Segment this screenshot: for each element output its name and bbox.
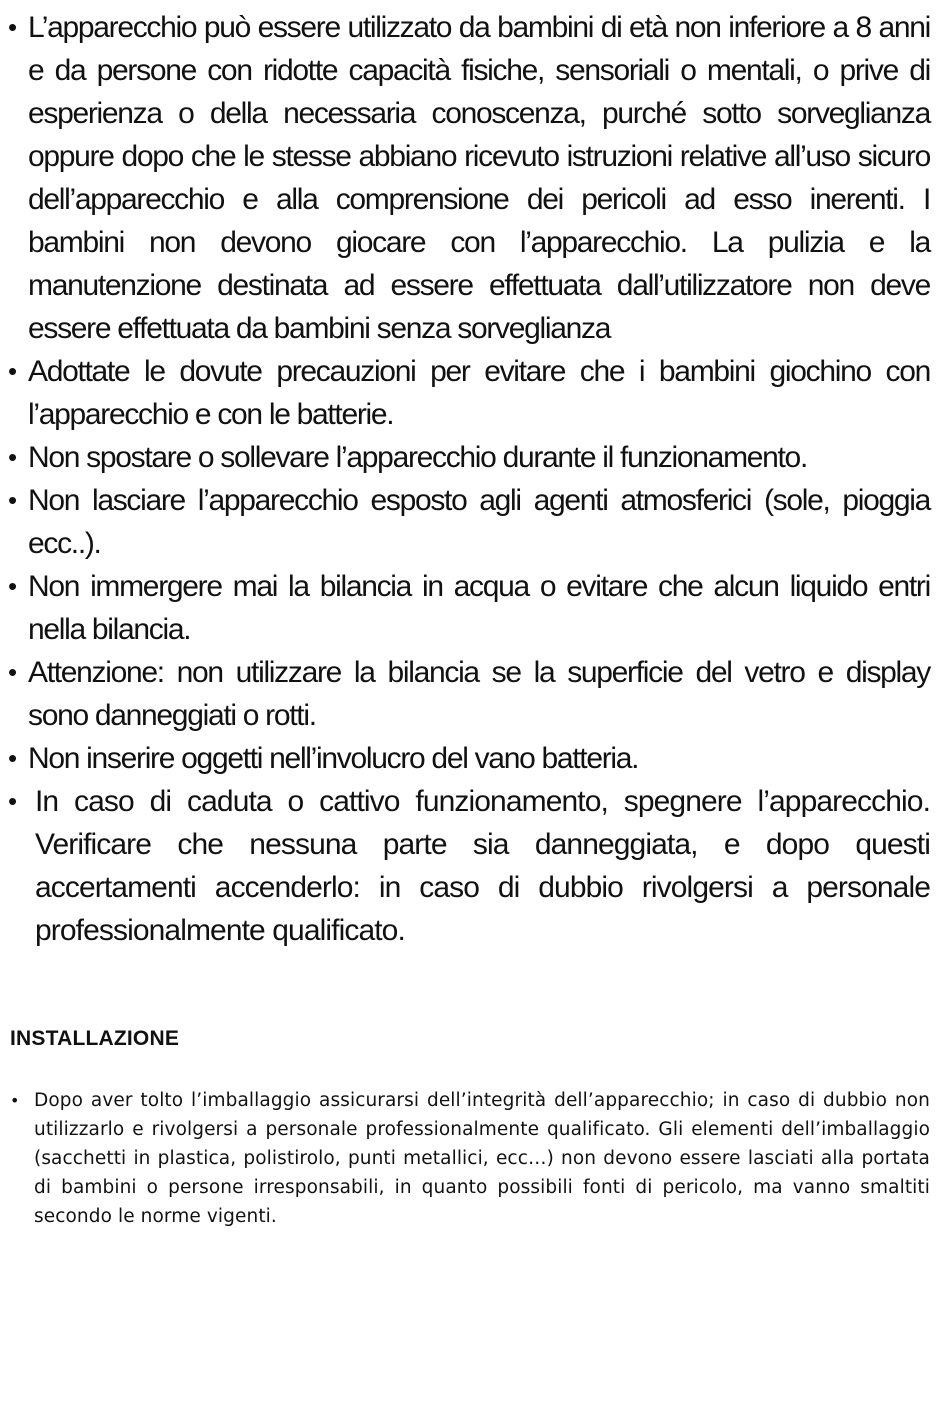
safety-item-malfunction: [8, 780, 930, 952]
safety-item-do-not-move: [8, 436, 930, 479]
safety-item-text: Non lasciare l’apparecchio esposto agli agenti atmosferici (sole, pioggia ecc..).: [28, 484, 930, 560]
safety-item-battery-compartment: [8, 737, 930, 780]
safety-item-text: L’apparecchio può essere utilizzato da bambini di età non inferiore a 8 anni e da persone con ridotte capacità fisiche, sensoriali o mentali, o prive di esperienza o della necessaria conoscenza, purché sotto sorveglianza oppure dopo che le stesse abbiano ricevuto istruzioni relative all’uso sicuro dell’apparecchio e alla comprensione dei pericoli ad esso inerenti. I bambini non devono giocare con l’apparecchio. La pulizia e la manutenzione destinata ad essere effettuata dall’utilizzatore non deve essere effettuata da bambini senza sorveglianza: [28, 11, 930, 345]
safety-item-children-batteries: [8, 350, 930, 436]
safety-item-text: Non spostare o sollevare l’apparecchio durante il funzionamento.: [28, 441, 807, 474]
bullet-icon: •: [8, 743, 18, 773]
safety-item-water: [8, 565, 930, 651]
safety-item-weather: [8, 479, 930, 565]
safety-item-text: Non immergere mai la bilancia in acqua o evitare che alcun liquido entri nella bilancia.: [28, 570, 930, 646]
bullet-icon: •: [8, 786, 18, 816]
safety-item-children-supervision: [8, 6, 930, 350]
bullet-icon: •: [8, 657, 18, 687]
bullet-icon: •: [8, 485, 18, 515]
installation-item-packaging: [8, 1086, 930, 1231]
safety-item-text: Adottate le dovute precauzioni per evitare che i bambini giochino con l’apparecchio e con le batterie.: [28, 355, 930, 431]
bullet-icon: •: [8, 356, 18, 386]
installation-item-text: Dopo aver tolto l’imballaggio assicurarsi dell’integrità dell’apparecchio; in caso di dubbio non utilizzarlo e rivolgersi a personale professionalmente qualificato. Gli elementi dell’imballaggio (sacchetti in plastica, polistirolo, punti metallici, ecc…) non devono essere lasciati alla portata di bambini o persone irresponsabili, in quanto possibili fonti di pericolo, ma vanno smaltiti secondo le norme vigenti.: [34, 1090, 930, 1227]
safety-item-text: In caso di caduta o cattivo funzionamento, spegnere l’apparecchio. Verificare che nessuna parte sia danneggiata, e dopo questi accertamenti accenderlo: in caso di dubbio rivolgersi a personale professionalmente qualificato.: [35, 785, 930, 947]
section-title-installation: INSTALLAZIONE: [10, 1027, 180, 1050]
safety-item-text: Non inserire oggetti nell’involucro del vano batteria.: [28, 742, 639, 775]
installation-list: [8, 1086, 930, 1231]
bullet-icon: •: [8, 12, 18, 42]
safety-item-damaged-glass: [8, 651, 930, 737]
bullet-icon: •: [8, 442, 18, 472]
safety-warnings-list: [8, 6, 930, 952]
bullet-icon: •: [8, 571, 18, 601]
bullet-icon: •: [10, 1091, 20, 1110]
safety-item-text: Attenzione: non utilizzare la bilancia se la superficie del vetro e display sono danneggiati o rotti.: [28, 656, 930, 732]
